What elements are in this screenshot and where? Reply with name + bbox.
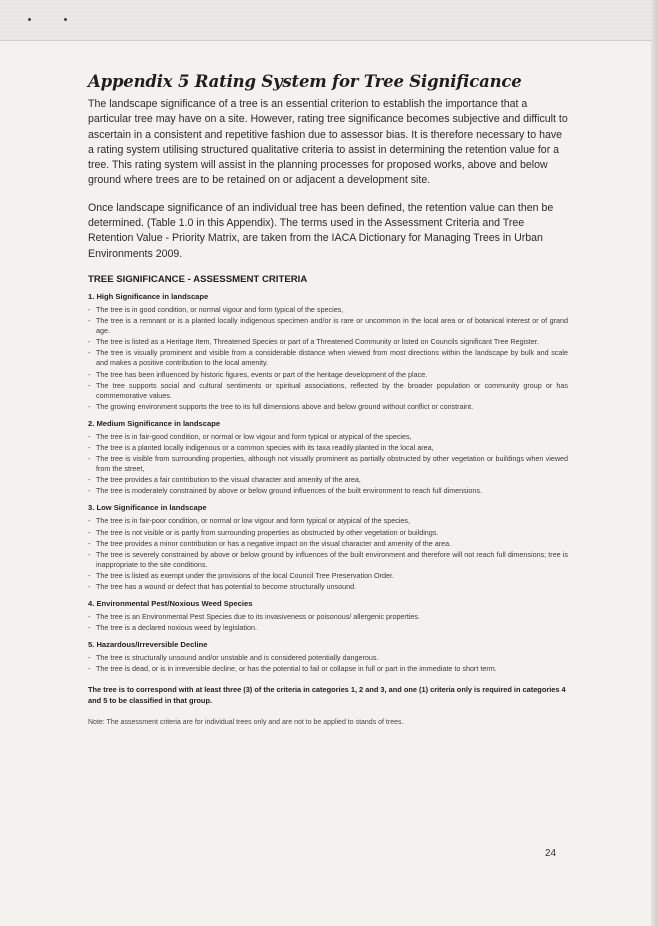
criteria-item: - The tree is listed as a Heritage Item, Threatened Species or part of a Threatened Community or listed on Councils significant Tree Register. <box>88 337 568 347</box>
scan-mark <box>64 18 67 21</box>
criteria-item: - The tree supports social and cultural sentiments or spiritual associations, reflected by the broader population or community group or has commemorative values. <box>88 381 568 401</box>
criteria-item: - The tree provides a minor contribution or has a negative impact on the visual character and amenity of the area. <box>88 539 568 549</box>
criteria-item: - The tree is severely constrained by above or below ground by influences of the built environment and therefore will not reach full dimensions; tree is inappropriate to the site conditions. <box>88 550 568 570</box>
note: Note: The assessment criteria are for individual trees only and are not to be applied to stands of trees. <box>88 718 404 726</box>
criteria-item: - The tree is visible from surrounding properties, although not visually prominent as partially obstructed by other vegetation or buildings when viewed from the street, <box>88 454 568 474</box>
criteria-list <box>88 516 568 592</box>
criteria-category <box>88 599 568 633</box>
criteria-category <box>88 503 568 592</box>
criteria-item: - The tree is listed as exempt under the provisions of the local Council Tree Preservation Order. <box>88 571 568 581</box>
category-heading: 3. Low Significance in landscape <box>88 503 207 513</box>
criteria-category <box>88 640 568 674</box>
scan-top-strip <box>0 0 657 41</box>
category-heading: 4. Environmental Pest/Noxious Weed Species <box>88 599 253 609</box>
criteria-categories <box>88 292 568 675</box>
criteria-item: - The tree provides a fair contribution to the visual character and amenity of the area, <box>88 475 568 485</box>
criteria-item: - The tree is a planted locally indigenous or a common species with its taxa readily planted in the local area, <box>88 443 568 453</box>
criteria-item: - The tree is visually prominent and visible from a considerable distance when viewed from most directions within the landscape by bulk and scale and makes a positive contribution to the local amenity. <box>88 348 568 368</box>
criteria-item: - The tree is an Environmental Pest Species due to its invasiveness or poisonous/ allergenic properties. <box>88 612 568 622</box>
criteria-item: - The tree is a remnant or is a planted locally indigenous specimen and/or is rare or uncommon in the local area or of botanical interest or of grand age. <box>88 316 568 336</box>
page-content <box>88 72 568 728</box>
category-heading: 5. Hazardous/Irreversible Decline <box>88 640 208 650</box>
criteria-item: - The tree is in fair-poor condition, or normal or low vigour and form typical or atypical of the species, <box>88 516 568 526</box>
criteria-list <box>88 432 568 497</box>
criteria-item: - The tree is in good condition, or normal vigour and form typical of the species, <box>88 305 568 315</box>
scan-right-edge <box>651 0 657 926</box>
criteria-list <box>88 612 568 633</box>
criteria-item: - The tree is a declared noxious weed by legislation. <box>88 623 568 633</box>
criteria-list <box>88 653 568 674</box>
criteria-item: - The tree is structurally unsound and/or unstable and is considered potentially dangerous. <box>88 653 568 663</box>
category-heading: 1. High Significance in landscape <box>88 291 209 301</box>
criteria-list <box>88 305 568 412</box>
criteria-item: - The tree is not visible or is partly from surrounding properties as obstructed by other vegetation or buildings. <box>88 528 568 538</box>
intro-paragraph: The landscape significance of a tree is an essential criterion to establish the importance that a particular tree may have on a site. However, rating tree significance becomes subjective and difficult to ascertain in a consistent and repetitive fashion due to assessor bias. It is therefore necessary to have a rating system utilising structured qualitative criteria to assist in determining the retention value for a tree. This rating system will assist in the planning processes for proposed works, above and below ground where trees are to be retained on or adjacent a development site. <box>88 98 568 187</box>
criteria-category <box>88 292 568 412</box>
criteria-item: - The tree has a wound or defect that has potential to become structurally unsound. <box>88 582 568 592</box>
criteria-item: - The tree has been influenced by historic figures, events or part of the heritage development of the place. <box>88 370 568 380</box>
intro-paragraph: Once landscape significance of an individual tree has been defined, the retention value can then be determined. (Table 1.0 in this Appendix). The terms used in the Assessment Criteria and Tree Retention Value - Priority Matrix, are taken from the IACA Dictionary for Managing Trees in Urban Environments 2009. <box>88 201 554 260</box>
criteria-item: - The tree is moderately constrained by above or below ground influences of the built environment to reach full dimensions. <box>88 486 568 496</box>
criteria-item: - The growing environment supports the tree to its full dimensions above and below ground without conflict or constraint. <box>88 402 568 412</box>
criteria-heading: TREE SIGNIFICANCE - ASSESSMENT CRITERIA <box>88 273 308 285</box>
page-title: Appendix 5 Rating System for Tree Significance <box>88 72 522 91</box>
criteria-item: - The tree is dead, or is in irreversible decline, or has the potential to fail or collapse in full or part in the immediate to short term. <box>88 664 568 674</box>
page-number: 24 <box>545 848 557 859</box>
criteria-category <box>88 419 568 497</box>
category-heading: 2. Medium Significance in landscape <box>88 418 221 428</box>
scan-mark <box>28 18 31 21</box>
closing-statement: The tree is to correspond with at least three (3) of the criteria in categories 1, 2 and 3, and one (1) criteria only is required in categories 4 and 5 to be classified in that group. <box>88 684 566 705</box>
criteria-item: - The tree is in fair-good condition, or normal or low vigour and form typical or atypical of the species, <box>88 432 568 442</box>
